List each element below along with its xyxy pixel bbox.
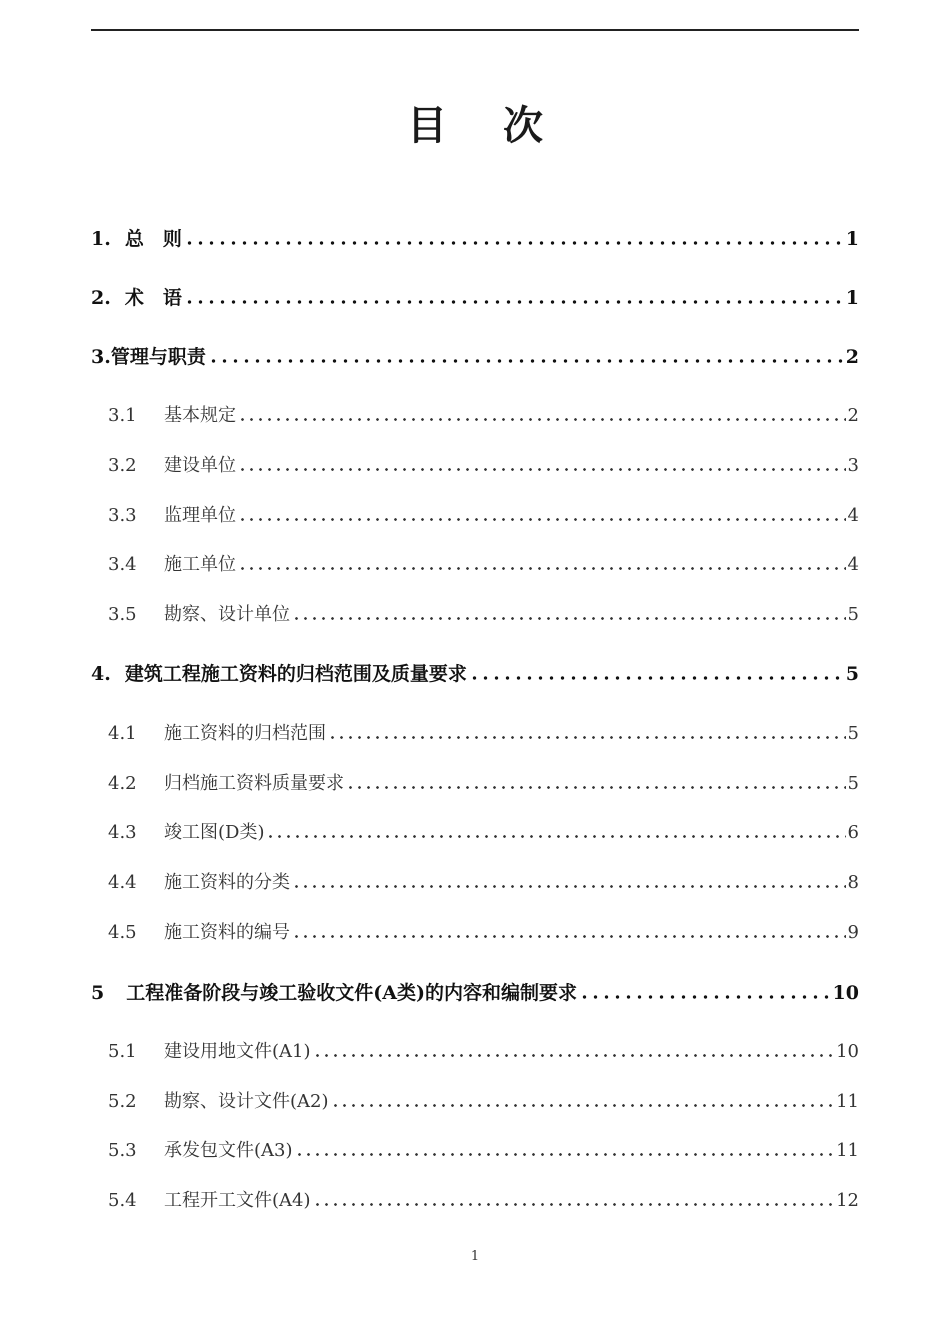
toc-entry[interactable]	[108, 870, 859, 896]
toc-entry-number: 4.4	[108, 872, 137, 893]
toc-entry-number: 4.5	[108, 922, 137, 943]
toc-entry-title: 总 则	[124, 228, 182, 250]
toc-entry-page: 8	[847, 872, 859, 893]
toc-entry-title: 基本规定	[164, 405, 236, 426]
toc-entry-number: 3.	[91, 346, 111, 368]
toc-entry[interactable]	[108, 820, 859, 846]
toc-entry[interactable]	[108, 602, 859, 628]
toc-entry-number: 3.3	[108, 505, 137, 526]
toc-entry-page: 1	[845, 287, 859, 309]
toc-entry-number: 2.	[91, 287, 111, 309]
toc-entry-number: 1.	[91, 228, 111, 250]
toc-leader-dots	[292, 880, 846, 888]
toc-leader-dots	[313, 1198, 835, 1206]
toc-entry-page: 4	[847, 505, 859, 526]
toc-entry[interactable]	[108, 1138, 859, 1164]
toc-entry-number: 3.4	[108, 554, 137, 575]
toc-entry-title: 竣工图(D类)	[164, 822, 265, 843]
toc-leader-dots	[238, 513, 846, 521]
toc-entry-title: 建筑工程施工资料的归档范围及质量要求	[124, 663, 467, 685]
toc-entry[interactable]	[91, 344, 859, 370]
toc-entry[interactable]	[108, 771, 859, 797]
title-part-1: 目	[407, 102, 447, 149]
toc-entry-page: 4	[847, 554, 859, 575]
toc-entry-number: 4.1	[108, 723, 137, 744]
toc-entry-title: 归档施工资料质量要求	[164, 773, 344, 794]
page-number: 1	[470, 1249, 480, 1264]
toc-entry-number: 5.2	[108, 1091, 137, 1112]
toc-entry-page: 2	[847, 405, 859, 426]
toc-entry[interactable]	[108, 1188, 859, 1214]
toc-entry-page: 10	[836, 1041, 859, 1062]
title-part-2: 次	[503, 102, 543, 149]
toc-leader-dots	[238, 413, 846, 421]
toc-entry-page: 10	[832, 982, 859, 1004]
toc-leader-dots	[292, 612, 846, 620]
toc-entry[interactable]	[108, 552, 859, 578]
toc-leader-dots	[295, 1148, 835, 1156]
toc-entry[interactable]	[108, 721, 859, 747]
toc-entry-title: 工程开工文件(A4)	[164, 1190, 311, 1211]
toc-entry-number: 3.2	[108, 455, 137, 476]
toc-entry[interactable]	[108, 1039, 859, 1065]
toc-entry[interactable]	[108, 503, 859, 529]
toc-entry-title: 管理与职责	[110, 346, 206, 368]
toc-leader-dots	[346, 781, 846, 789]
toc-entry-title: 工程准备阶段与竣工验收文件(A类)的内容和编制要求	[126, 982, 577, 1004]
toc-leader-dots	[331, 1099, 835, 1107]
toc-entry-number: 4.3	[108, 822, 137, 843]
toc-entry-number: 3.5	[108, 604, 137, 625]
toc-leader-dots	[292, 930, 846, 938]
toc-entry-title: 术 语	[124, 287, 182, 309]
toc-entry-page: 5	[847, 604, 859, 625]
toc-entry-page: 1	[845, 228, 859, 250]
toc-entry-title: 勘察、设计单位	[164, 604, 290, 625]
toc-entry-number: 4.2	[108, 773, 137, 794]
toc-entry-title: 建设单位	[164, 455, 236, 476]
toc-entry-page: 9	[847, 922, 859, 943]
toc-entry-title: 建设用地文件(A1)	[164, 1041, 311, 1062]
toc-leader-dots	[238, 562, 846, 570]
toc-entry-number: 4.	[91, 663, 111, 685]
toc-entry-page: 11	[836, 1140, 859, 1161]
toc-leader-dots	[266, 830, 845, 838]
toc-entry-page: 12	[836, 1190, 859, 1211]
toc-entry[interactable]	[91, 661, 859, 687]
toc-entry-number: 5.3	[108, 1140, 137, 1161]
toc-entry-title: 施工资料的归档范围	[164, 723, 326, 744]
toc-leader-dots	[184, 296, 844, 304]
toc-entry[interactable]	[108, 1089, 859, 1115]
toc-entry-page: 5	[847, 773, 859, 794]
toc-entry[interactable]	[91, 226, 859, 252]
toc-entry-title: 施工单位	[164, 554, 236, 575]
toc-entry-number: 5.1	[108, 1041, 137, 1062]
toc-entry-title: 监理单位	[164, 505, 236, 526]
toc-leader-dots	[328, 731, 846, 739]
toc-entry-title: 勘察、设计文件(A2)	[164, 1091, 329, 1112]
toc-entry-title: 承发包文件(A3)	[164, 1140, 293, 1161]
toc-entry-number: 3.1	[108, 405, 137, 426]
toc-entry-title: 施工资料的编号	[164, 922, 290, 943]
toc-entry[interactable]	[91, 285, 859, 311]
toc-leader-dots	[579, 991, 831, 999]
toc-entry-page: 5	[847, 723, 859, 744]
toc-entry-page: 6	[847, 822, 859, 843]
toc-entry[interactable]	[108, 453, 859, 479]
toc-entry[interactable]	[108, 920, 859, 946]
toc-leader-dots	[238, 463, 846, 471]
toc-leader-dots	[313, 1049, 835, 1057]
toc-entry-title: 施工资料的分类	[164, 872, 290, 893]
toc-entry-number: 5.4	[108, 1190, 137, 1211]
toc-leader-dots	[184, 237, 844, 245]
toc-leader-dots	[208, 355, 844, 363]
toc-entry-page: 2	[845, 346, 859, 368]
toc-entry-number: 5	[91, 982, 105, 1004]
toc-entry-page: 3	[847, 455, 859, 476]
toc-entry[interactable]	[108, 403, 859, 429]
toc-entry[interactable]	[91, 980, 859, 1006]
toc-entry-page: 11	[836, 1091, 859, 1112]
toc-entry-page: 5	[845, 663, 859, 685]
toc-leader-dots	[469, 672, 844, 680]
